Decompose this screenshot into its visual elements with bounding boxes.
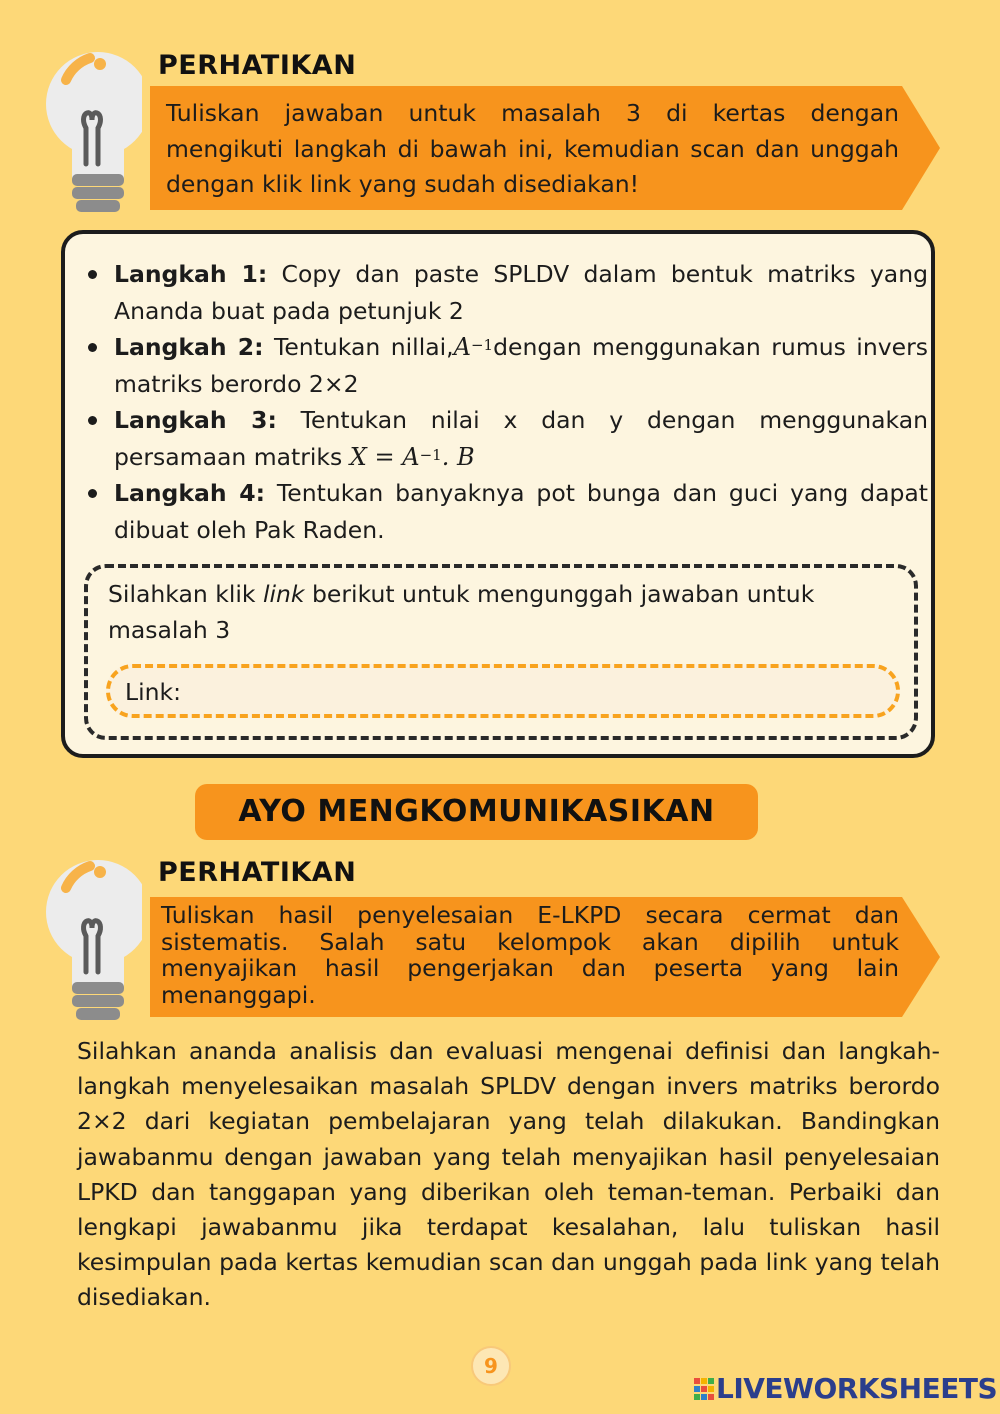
section-heading: PERHATIKAN <box>158 857 357 888</box>
step-text: dengan menggunakan rumus invers matriks berordo 2×2 <box>114 333 928 398</box>
page-number: 9 <box>471 1346 511 1386</box>
step-item <box>114 256 928 329</box>
notice-text: Tuliskan hasil penyelesaian E-LKPD secara cermat dan sistematis. Salah satu kelompok akan dipilih untuk menyajikan hasil pengerjakan dan peserta yang lain menanggapi. <box>161 901 899 1009</box>
upload-box <box>84 564 918 740</box>
bullet-icon <box>88 416 97 425</box>
step-item <box>114 475 928 548</box>
conclusion-paragraph: Silahkan ananda analisis dan evaluasi mengenai definisi dan langkah-langkah menyelesaikan masalah SPLDV dengan invers matriks berordo 2×2 dari kegiatan pembelajaran yang telah dilakukan. Bandingkan jawabanmu dengan jawaban yang telah menyajikan hasil penyelesaian LPKD dan tanggapan yang diberikan oleh teman-teman. Perbaiki dan lengkapi jawabanmu jika terdapat kesalahan, lalu tuliskan hasil kesimpulan pada kertas kemudian scan dan unggah pada link yang telah disediakan. <box>77 1037 940 1312</box>
steps-box <box>61 230 935 758</box>
step-text: Tentukan nillai, <box>263 333 454 361</box>
brand-name: LIVEWORKSHEETS <box>716 1372 998 1405</box>
step-label: Langkah 3: <box>114 406 277 434</box>
bullet-icon <box>88 343 97 352</box>
lightbulb-icon <box>42 850 142 1030</box>
liveworksheets-logo-icon <box>694 1378 714 1400</box>
step-item <box>114 329 928 402</box>
step-text: Copy dan paste SPLDV dalam bentuk matriks yang Ananda buat pada petunjuk 2 <box>114 260 928 325</box>
bullet-icon <box>88 270 97 279</box>
steps-list <box>114 256 928 548</box>
upload-instruction: Silahkan klik link berikut untuk mengunggah jawaban untuk masalah 3 <box>108 580 815 644</box>
step-label: Langkah 2: <box>114 333 264 361</box>
link-input[interactable] <box>106 664 900 718</box>
math-expression: $A^{-1}$ <box>453 333 494 361</box>
bullet-icon <box>88 489 97 498</box>
math-expression: $X = A^{-1}$. B <box>349 442 475 471</box>
section-title: AYO MENGKOMUNIKASIKAN <box>195 784 758 840</box>
step-text: Tentukan banyaknya pot bunga dan guci yang dapat dibuat oleh Pak Raden. <box>114 479 929 544</box>
section-heading: PERHATIKAN <box>158 50 357 81</box>
notice-text: Tuliskan jawaban untuk masalah 3 di kertas dengan mengikuti langkah di bawah ini, kemudian scan dan unggah dengan klik link yang sudah disediakan! <box>166 99 899 198</box>
link-word: link <box>262 580 305 608</box>
link-label: Link: <box>125 678 182 706</box>
lightbulb-icon <box>42 42 142 222</box>
step-item <box>114 402 928 475</box>
step-label: Langkah 1: <box>114 260 268 288</box>
step-label: Langkah 4: <box>114 479 265 507</box>
step-text: Tentukan nilai x dan y dengan menggunakan persamaan matriks <box>114 406 929 471</box>
